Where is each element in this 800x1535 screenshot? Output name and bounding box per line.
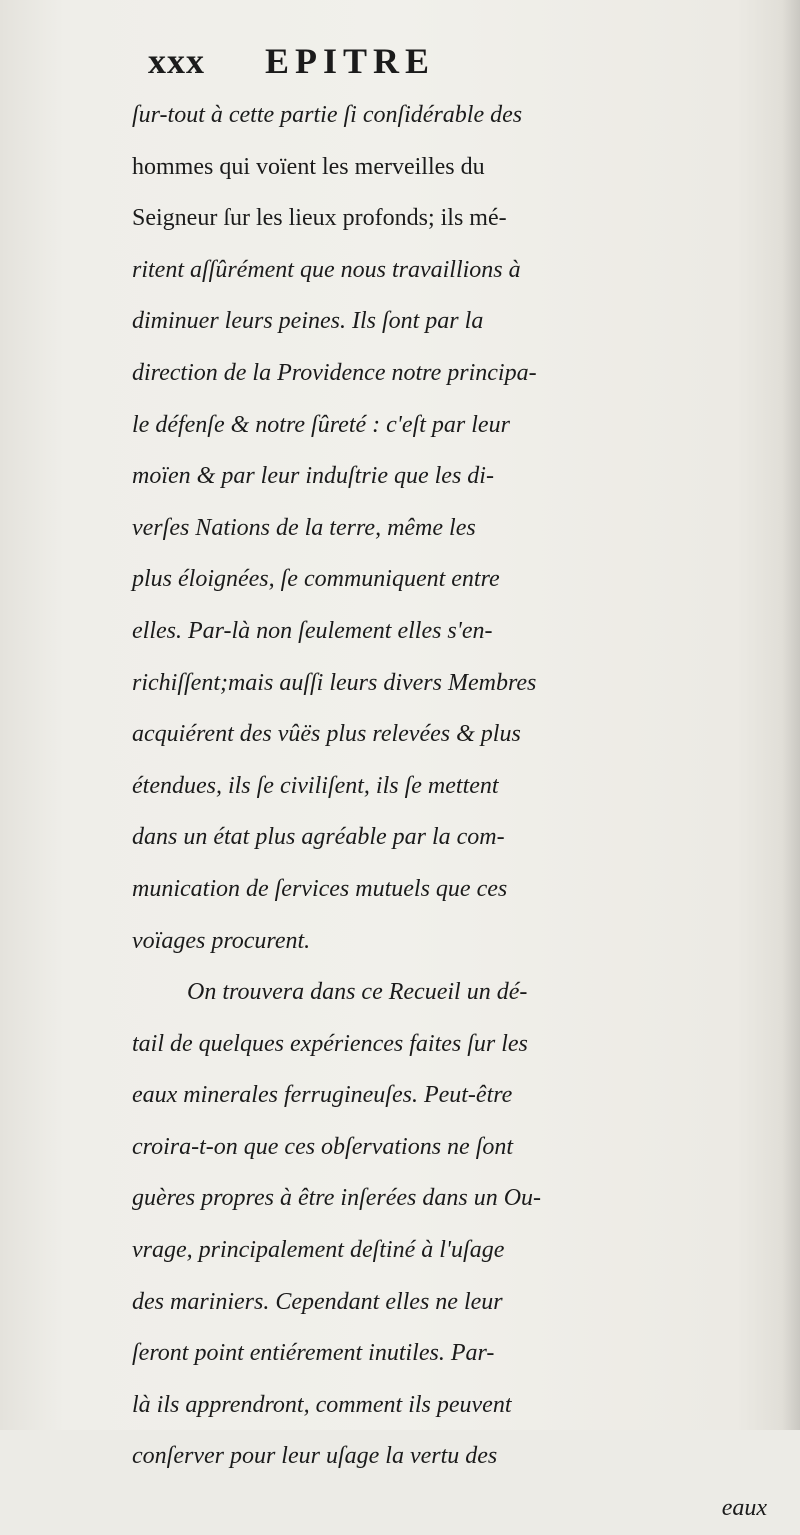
text-line: voïages procurent. (132, 927, 311, 954)
body-text (132, 90, 777, 1535)
text-line: ſur-tout à cette partie ſi conſidérable des (132, 102, 523, 128)
text-line: croira-t-on que ces obſervations ne ſont (132, 1133, 514, 1160)
text-line: moïen & par leur induſtrie que les di- (132, 463, 494, 490)
text-line: munication de ſervices mutuels que ces (132, 875, 508, 902)
text-line: conſerver pour leur uſage la vertu des (132, 1443, 498, 1470)
text-line: ritent aſſûrément que nous travaillions à (132, 256, 521, 283)
running-title: EPITRE (265, 41, 436, 81)
text-line: diminuer leurs peines. Ils ſont par la (132, 308, 484, 335)
text-line: acquiérent des vûës plus relevées & plus (132, 721, 521, 748)
text-line: étendues, ils ſe civiliſent, ils ſe mettent (132, 772, 499, 799)
text-line: des mariniers. Cependant elles ne leur (132, 1288, 503, 1315)
page-edge-shadow (782, 0, 800, 1430)
text-line: vrage, principalement deſtiné à l'uſage (132, 1237, 505, 1264)
running-header (148, 40, 748, 94)
text-line: plus éloignées, ſe communiquent entre (132, 566, 500, 593)
text-line: guères propres à être inſerées dans un Ou- (132, 1185, 542, 1212)
text-line: ſeront point entiérement inutiles. Par- (132, 1340, 495, 1367)
text-line: verſes Nations de la terre, même les (132, 514, 476, 541)
text-line: richiſſent;mais auſſi leurs divers Membres (132, 669, 537, 696)
paragraph-start-line: On trouvera dans ce Recueil un dé- (187, 979, 528, 1006)
text-line: elles. Par-là non ſeulement elles s'en- (132, 617, 493, 644)
text-line: eaux minerales ferrugineuſes. Peut-être (132, 1082, 513, 1109)
text-line: hommes qui voïent les merveilles du (132, 153, 485, 180)
text-line: là ils apprendront, comment ils peuvent (132, 1391, 512, 1418)
page-number: xxx (148, 41, 205, 81)
text-line: tail de quelques expériences faites ſur les (132, 1030, 528, 1057)
text-line: direction de la Providence notre principa- (132, 359, 537, 386)
catchword: eaux (721, 1495, 767, 1522)
text-line: le défenſe & notre ſûreté : c'eſt par leur (132, 411, 510, 438)
text-line: dans un état plus agréable par la com- (132, 824, 505, 851)
text-line: Seigneur ſur les lieux profonds; ils mé- (132, 205, 507, 232)
